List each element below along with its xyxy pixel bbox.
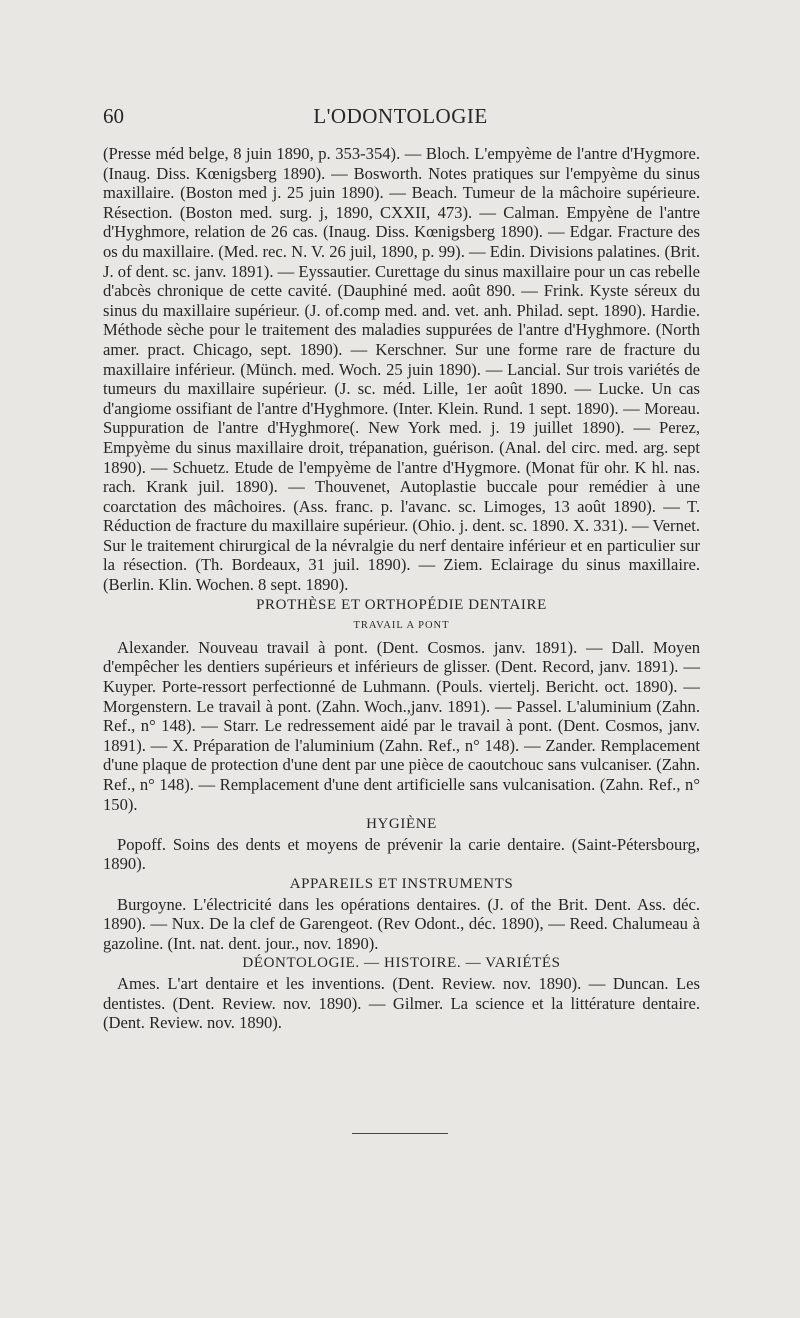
bibliography-paragraph: (Presse méd belge, 8 juin 1890, p. 353-354). — Bloch. L'empyème de l'antre d'Hygmore. (Inaug. Diss. Kœnigsberg 1890). — Bosworth. Notes pratiques sur l'empyème du sinus maxillaire. (Boston med j. 25 juin 1890). — Beach. Tumeur de la mâchoire supérieure. Résection. (Boston med. surg. j, 1890, CXXII, 473). — Calman. Empyène de l'antre d'Hyghmore, relation de 26 cas. (Inaug. Diss. Kœnigsberg 1890). — Edgar. Fracture des os du maxillaire. (Med. rec. N. V. 26 juil, 1890, p. 99). — Edin. Divisions palatines. (Brit. J. of dent. sc. janv. 1891). — Eyssautier. Curettage du sinus maxillaire pour un cas rebelle d'abcès chronique de cette cavité. (Dauphiné med. août 890. — Frink. Kyste séreux du sinus du maxillaire supérieur. (J. of.comp med. and. vet. anh. Philad. sept. 1890). Hardie. Méthode sèche pour le traitement des maladies suppurées de l'antre d'Hyghmore. (North amer. pract. Chicago, sept. 1890). — Kerschner. Sur une forme rare de fracture du maxillaire inférieur. (Münch. med. Woch. 25 juin 1890). — Lancial. Sur trois variétés de tumeurs du maxillaire supérieur. (J. sc. méd. Lille, 1er août 1890. — Lucke. Un cas d'angiome ossifiant de l'antre d'Hyghmore. (Inter. Klein. Rund. 1 sept. 1890). — Moreau. Suppuration de l'antre d'Hyghmore(. New York med. j. 19 juillet 1890). — Perez, Empyème du sinus maxillaire droit, trépanation, guérison. (Anal. del circ. med. arg. sept 1890). — Schuetz. Etude de l'empyème de l'antre d'Hygmore. (Monat für ohr. K hl. nas. rach. Krank juil. 1890). — Thouvenet, Autoplastie buccale pour remédier à une coarctation des mâchoires. (Ass. franc. p. l'avanc. sc. Limoges, 13 août 1890). — T. Réduction de fracture du maxillaire supérieur. (Ohio. j. dent. sc. 1890. X. 331). — Vernet. Sur le traitement chirurgical de la névralgie du nerf dentaire inférieur et en particulier sur la résection. (Th. Bordeaux, 31 juil. 1890). — Ziem. Eclairage du sinus maxillaire. (Berlin. Klin. Wochen. 8 sept. 1890). xyxy=(103,144,700,595)
bibliography-paragraph: Burgoyne. L'électricité dans les opérations dentaires. (J. of the Brit. Dent. Ass. déc. 1890). — Nux. De la clef de Garengeot. (Rev Odont., déc. 1890), — Reed. Chalumeau à gazoline. (Int. nat. dent. jour., nov. 1890). xyxy=(103,894,700,953)
page-number: 60 xyxy=(103,104,124,128)
article-body xyxy=(103,144,700,1033)
bibliography-paragraph: Popoff. Soins des dents et moyens de prévenir la carie dentaire. (Saint-Pétersbourg, 1890). xyxy=(103,834,700,874)
end-rule-divider xyxy=(352,1133,448,1134)
section-title-hygiene: HYGIÈNE xyxy=(366,816,437,833)
section-title-appareils: APPAREILS ET INSTRUMENTS xyxy=(289,875,514,892)
bibliography-paragraph: Ames. L'art dentaire et les inventions. (Dent. Review. nov. 1890). — Duncan. Les dentistes. (Dent. Review. nov. 1890). — Gilmer. La science et la littérature dentaire. (Dent. Review. nov. 1890). xyxy=(103,973,700,1033)
page-header xyxy=(103,104,698,132)
bibliography-paragraph: Alexander. Nouveau travail à pont. (Dent. Cosmos. janv. 1891). — Dall. Moyen d'empêcher les dentiers supérieurs et inférieurs de glisser. (Dent. Record, janv. 1891). — Kuyper. Porte-ressort perfectionné de Luhmann. (Pouls. viertelj. Bericht. oct. 1890). — Morgenstern. Le travail à pont. (Zahn. Woch.,janv. 1891). — Passel. L'aluminium (Zahn. Ref., n° 148). — Starr. Le redressement aidé par le travail à pont. (Dent. Cosmos, janv. 1891). — X. Préparation de l'aluminium (Zahn. Ref., n° 148). — Zander. Remplacement d'une plaque de protection d'une dent par une pièce de caoutchouc sans vulcaniser. (Zahn. Ref., n° 148). — Remplacement d'une dent artificielle sans vulcanisation. (Zahn. Ref., n° 150). xyxy=(103,637,700,814)
running-title: L'ODONTOLOGIE xyxy=(313,104,488,128)
section-title-prothese: PROTHÈSE ET ORTHOPÉDIE DENTAIRE xyxy=(256,596,547,613)
section-title-deontologie: DÉONTOLOGIE. — HISTOIRE. — VARIÉTÉS xyxy=(242,955,561,972)
subsection-title-travail-a-pont: TRAVAIL A PONT xyxy=(353,620,450,632)
